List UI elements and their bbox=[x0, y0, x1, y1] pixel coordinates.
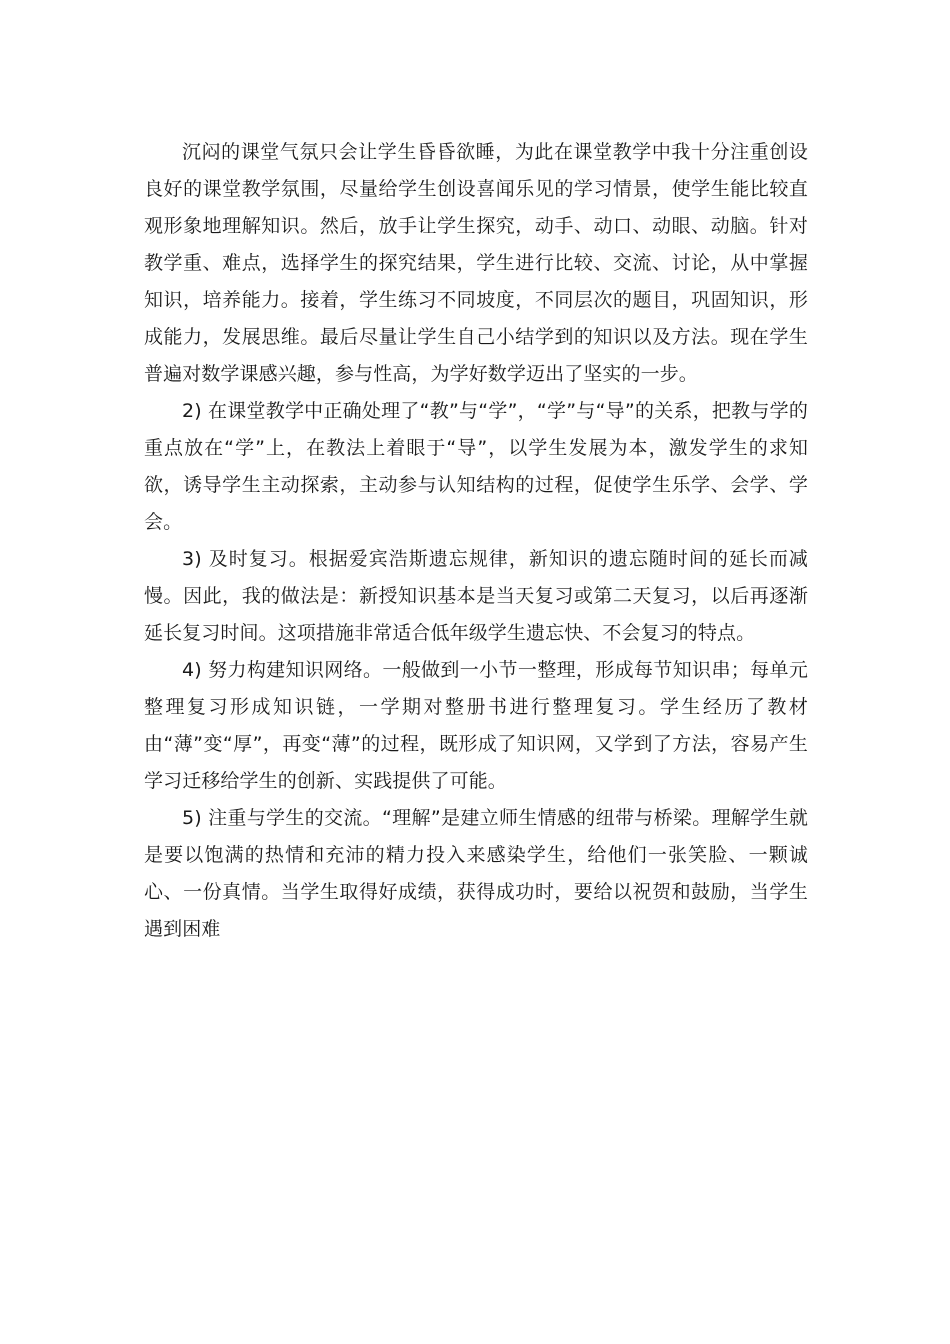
paragraph-timely-review: 3) 及时复习。根据爱宾浩斯遗忘规律，新知识的遗忘随时间的延长而减慢。因此，我的做法是：新授知识基本是当天复习或第二天复习，以后再逐渐延长复习时间。这项措施非常适合低年级学生遗忘快、不会复习的特点。 bbox=[144, 548, 808, 644]
paragraph-classroom-atmosphere: 沉闷的课堂气氛只会让学生昏昏欲睡，为此在课堂教学中我十分注重创设良好的课堂教学氛围，尽量给学生创设喜闻乐见的学习情景，使学生能比较直观形象地理解知识。然后，放手让学生探究，动手、动口、动眼、动脑。针对教学重、难点，选择学生的探究结果，学生进行比较、交流、讨论，从中掌握知识，培养能力。接着，学生练习不同坡度，不同层次的题目，巩固知识，形成能力，发展思维。最后尽量让学生自己小结学到的知识以及方法。现在学生普遍对数学课感兴趣，参与性高，为学好数学迈出了坚实的一步。 bbox=[144, 141, 808, 385]
document-body bbox=[144, 134, 808, 948]
paragraph-knowledge-network: 4) 努力构建知识网络。一般做到一小节一整理，形成每节知识串；每单元整理复习形成知识链，一学期对整册书进行整理复习。学生经历了教材由“薄”变“厚”，再变“薄”的过程，既形成了知识网，又学到了方法，容易产生学习迁移给学生的创新、实践提供了可能。 bbox=[144, 659, 808, 792]
paragraph-teaching-and-learning: 2) 在课堂教学中正确处理了“教”与“学”，“学”与“导”的关系，把教与学的重点放在“学”上，在教法上着眼于“导”，以学生发展为本，激发学生的求知欲，诱导学生主动探索，主动参与认知结构的过程，促使学生乐学、会学、学会。 bbox=[144, 400, 808, 533]
paragraph-student-communication: 5) 注重与学生的交流。“理解”是建立师生情感的纽带与桥梁。理解学生就是要以饱满的热情和充沛的精力投入来感染学生，给他们一张笑脸、一颗诚心、一份真情。当学生取得好成绩，获得成功时，要给以祝贺和鼓励，当学生遇到困难 bbox=[144, 807, 808, 940]
